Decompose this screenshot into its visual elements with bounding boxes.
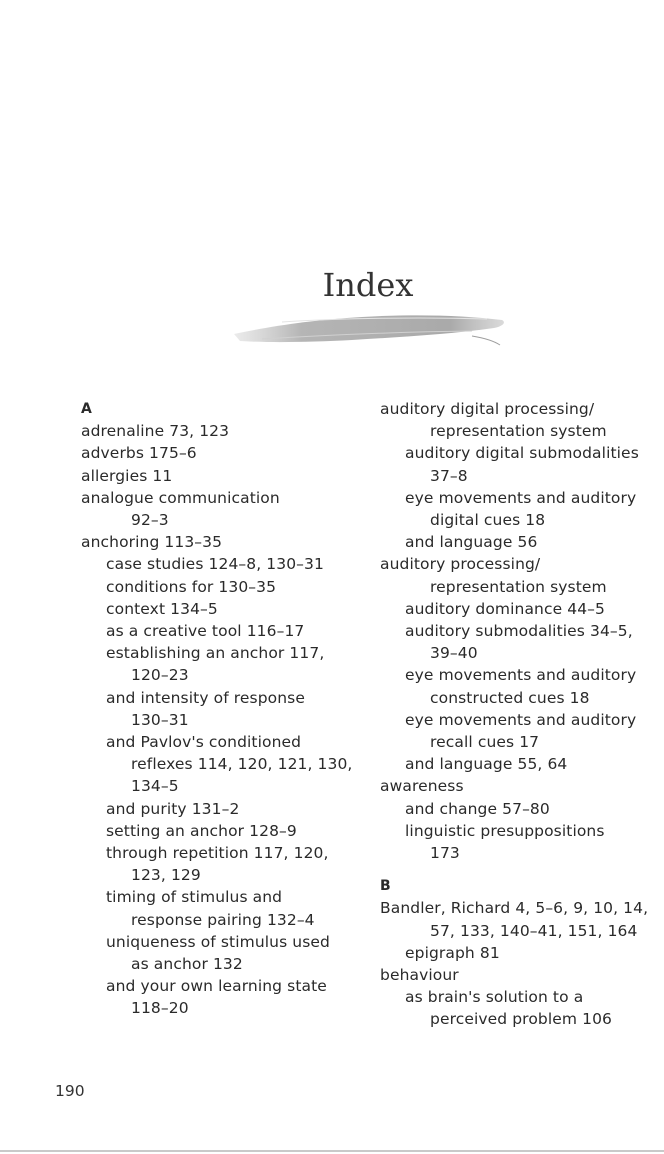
index-entry: as anchor 132 [131, 955, 243, 974]
index-entry: anchoring 113–35 [81, 533, 223, 552]
index-column-right [380, 398, 660, 1031]
index-entry: establishing an anchor 117, [106, 644, 325, 663]
bottom-rule [0, 1150, 664, 1152]
index-entry: auditory submodalities 34–5, [405, 622, 633, 641]
index-entry: linguistic presuppositions [405, 821, 605, 840]
index-entry: and change 57–80 [405, 799, 550, 818]
index-entry: 173 [430, 844, 460, 863]
index-entry: allergies 11 [81, 466, 173, 485]
index-entry: 123, 129 [131, 866, 201, 885]
index-entry: 120–23 [131, 666, 189, 685]
index-entry: and your own learning state [106, 977, 327, 996]
index-entry: and purity 131–2 [106, 799, 240, 818]
index-section-letter: B [380, 878, 391, 895]
index-entry: analogue communication [81, 488, 280, 507]
index-entry: 57, 133, 140–41, 151, 164 [430, 921, 638, 940]
index-entry: through repetition 117, 120, [106, 844, 329, 863]
index-entry: 92–3 [131, 511, 169, 530]
index-entry: response pairing 132–4 [131, 910, 315, 929]
index-entry: timing of stimulus and [106, 888, 283, 907]
index-entry: and Pavlov's conditioned [106, 733, 302, 752]
index-entry: conditions for 130–35 [106, 577, 277, 596]
index-entry: Bandler, Richard 4, 5–6, 9, 10, 14, [380, 899, 649, 918]
page-title: Index [322, 266, 414, 304]
index-section-letter: A [81, 401, 92, 417]
index-entry: adverbs 175–6 [81, 444, 197, 463]
index-entry: perceived problem 106 [430, 1010, 612, 1029]
index-entry: adrenaline 73, 123 [81, 422, 230, 441]
index-entry: eye movements and auditory [405, 710, 637, 729]
index-entry: as a creative tool 116–17 [106, 622, 305, 641]
index-entry: digital cues 18 [430, 511, 546, 530]
index-entry: 130–31 [131, 710, 189, 729]
index-entry: case studies 124–8, 130–31 [106, 555, 324, 574]
index-entry: auditory digital submodalities [405, 444, 639, 463]
index-entry: auditory dominance 44–5 [405, 599, 605, 618]
index-entry: constructed cues 18 [430, 688, 590, 707]
index-column-left [81, 398, 351, 1020]
index-entry: 39–40 [430, 644, 478, 663]
index-entry: context 134–5 [106, 599, 218, 618]
index-entry: behaviour [380, 966, 459, 985]
index-entry: epigraph 81 [405, 943, 500, 962]
index-entry: and intensity of response [106, 688, 305, 707]
index-entry: eye movements and auditory [405, 666, 637, 685]
index-entry: as brain's solution to a [405, 988, 584, 1007]
index-entry: eye movements and auditory [405, 488, 637, 507]
page-number: 190 [55, 1082, 85, 1100]
index-entry: reflexes 114, 120, 121, 130, [131, 755, 353, 774]
index-entry: setting an anchor 128–9 [106, 821, 297, 840]
index-entry: representation system [430, 422, 607, 441]
index-entry: 118–20 [131, 999, 189, 1018]
index-entry: awareness [380, 777, 464, 796]
index-entry: auditory processing/ [380, 555, 541, 574]
index-entry: recall cues 17 [430, 733, 540, 752]
brush-stroke-decoration [232, 310, 507, 350]
index-entry: and language 56 [405, 533, 538, 552]
index-entry: 134–5 [131, 777, 179, 796]
index-entry: uniqueness of stimulus used [106, 932, 330, 951]
index-entry: auditory digital processing/ [380, 400, 595, 418]
index-entry: representation system [430, 577, 607, 596]
index-entry: and language 55, 64 [405, 755, 568, 774]
index-entry: 37–8 [430, 466, 468, 485]
